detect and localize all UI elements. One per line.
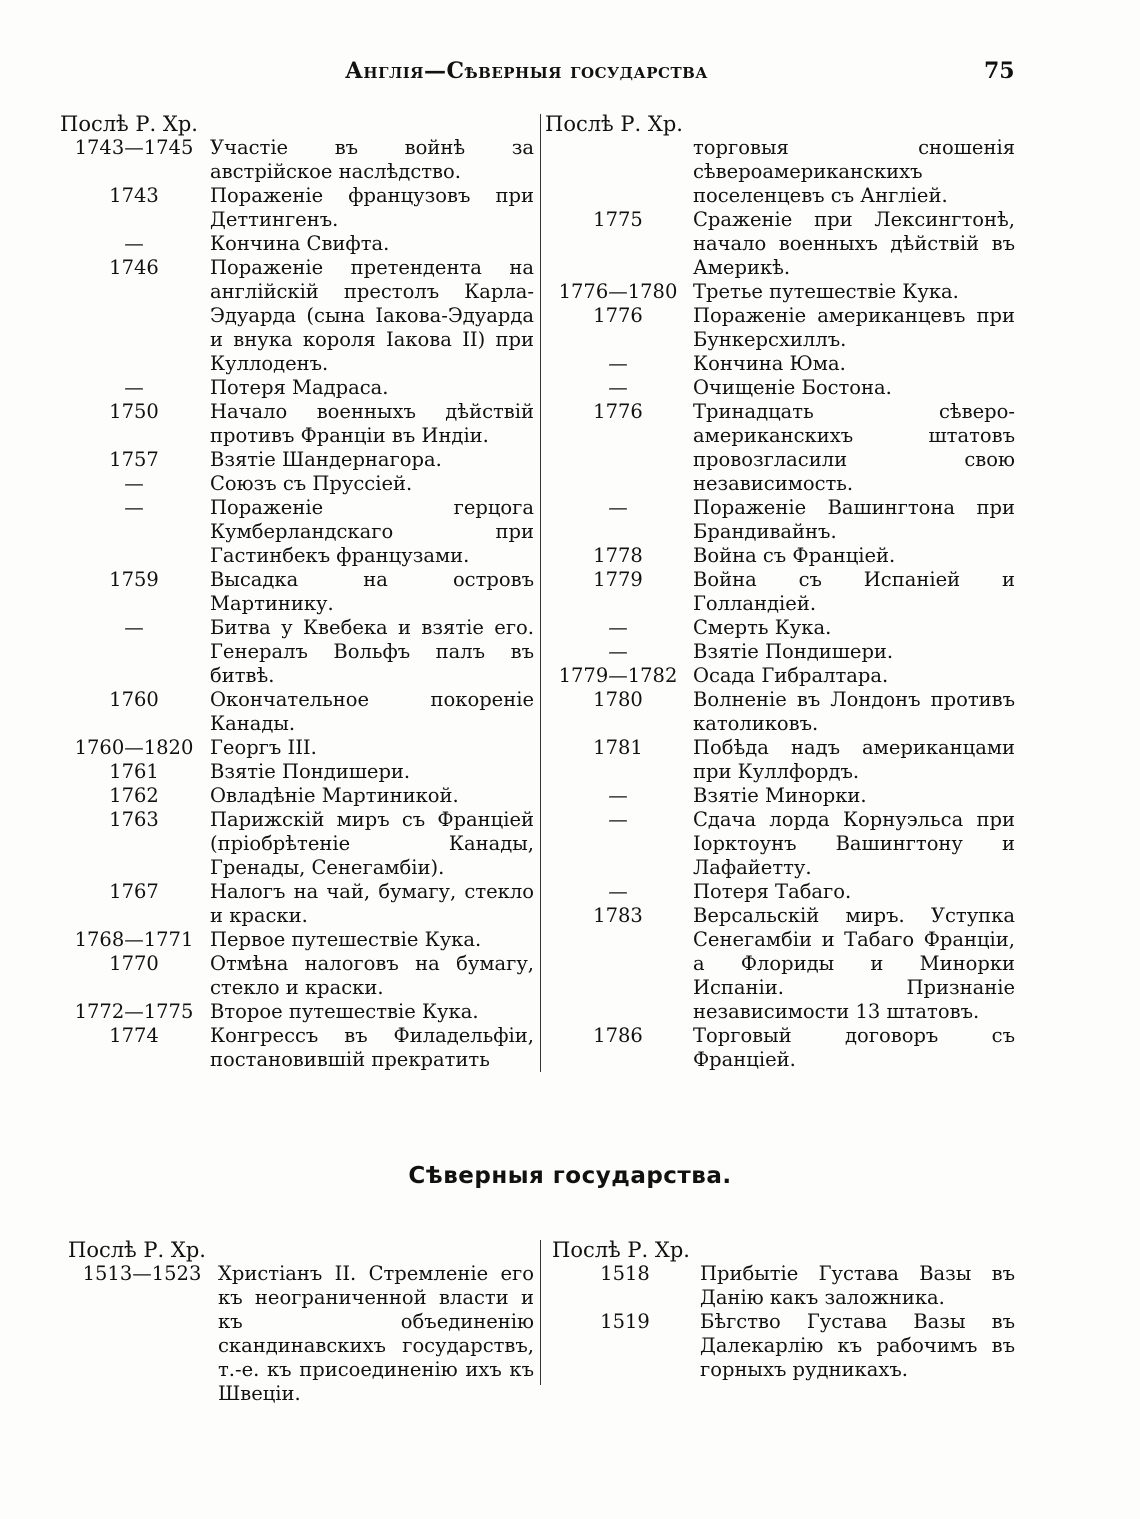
entry-date: 1768—1771 [74,928,194,951]
entry-text: Волненіе въ Лондонъ противъ католиковъ. [693,688,1015,735]
right-entries-north [552,1262,1015,1382]
right-column-header-north: Послѣ Р. Хр. [552,1238,690,1262]
entry-date: 1743 [109,184,159,207]
chronology-entry [545,496,1015,544]
entry-text: Смерть Кука. [693,616,832,639]
entry-date: 1779—1782 [558,664,678,687]
entry-date: — [608,808,628,831]
section-title: Сѣверныя государства. [408,1163,732,1189]
chronology-entry [60,232,534,256]
entry-date: — [124,472,144,495]
chronology-section-england [0,112,1140,1077]
chronology-entry [545,616,1015,640]
entry-text: Битва у Квебека и взятіе его. Генералъ Вольфъ палъ въ битвѣ. [210,616,534,687]
chronology-entry [545,688,1015,736]
entry-date: 1786 [593,1024,643,1047]
entry-date: 1774 [109,1024,159,1047]
entry-text: Отмѣна налоговъ на бумагу, стекло и краски. [210,952,534,999]
left-column [60,112,534,1072]
entry-date: 1762 [109,784,159,807]
entry-date: 1518 [600,1262,650,1285]
chronology-entry [60,472,534,496]
chronology-entry [60,688,534,736]
entry-text: Пораженіе герцога Кумберландскаго при Гастинбекъ французами. [210,496,534,567]
chronology-entry [552,1310,1015,1382]
chronology-entry [60,496,534,568]
entry-date: 1743—1745 [74,136,194,159]
left-column-north [68,1238,534,1406]
entry-date: 1519 [600,1310,650,1333]
entry-text: Кончина Свифта. [210,232,390,255]
entry-text: Союзъ съ Пруссіей. [210,472,413,495]
entry-date: — [608,496,628,519]
entry-date: 1776—1780 [558,280,678,303]
chronology-entry [545,376,1015,400]
entry-text: Пораженіе Вашингтона при Брандивайнъ. [693,496,1015,543]
entry-text: Версальскій миръ. Уступка Сенегамбіи и Табаго Франціи, а Флориды и Минорки Испаніи. Признаніе независимости 13 штатовъ. [693,904,1015,1023]
chronology-entry [545,568,1015,616]
entry-date: 1761 [109,760,159,783]
entry-date: 1780 [593,688,643,711]
entry-date: — [124,496,144,519]
entry-date: — [124,376,144,399]
entry-date: 1783 [593,904,643,927]
entry-text: Взятіе Пондишери. [693,640,894,663]
chronology-entry [60,880,534,928]
entry-date: — [608,640,628,663]
right-entries [545,136,1015,1072]
chronology-entry [545,664,1015,688]
entry-date: — [124,616,144,639]
entry-text: Потеря Табаго. [693,880,852,903]
entry-date: — [608,616,628,639]
entry-text: Христіанъ II. Стремленіе его къ неограниченной власти и къ объединенію скандинавскихъ государствъ, т.-е. къ присоединенію ихъ къ Швеціи. [218,1262,534,1405]
entry-text: Побѣда надъ американцами при Куллфордъ. [693,736,1015,783]
entry-text: Сдача лорда Корнуэльса при Іорктоунъ Вашингтону и Лафайетту. [693,808,1015,879]
entry-date: 1775 [593,208,643,231]
entry-date: 1513—1523 [82,1262,202,1285]
entry-text: Бѣгство Густава Вазы въ Далекарлію къ рабочимъ въ горныхъ рудникахъ. [700,1310,1015,1381]
chronology-entry [545,304,1015,352]
entry-date: 1776 [593,304,643,327]
page-number: 75 [984,58,1015,84]
chronology-entry [60,1024,534,1072]
entry-date: 1757 [109,448,159,471]
chronology-entry [60,568,534,616]
left-column-header-north: Послѣ Р. Хр. [68,1238,206,1262]
chronology-entry [545,136,1015,208]
column-divider-north [540,1240,541,1385]
chronology-section-north [0,1238,1140,1405]
entry-text: Пораженіе претендента на англійскій престолъ Карла-Эдуарда (сына Іакова-Эдуарда и внука короля Іакова II) при Куллоденъ. [210,256,534,375]
chronology-entry [545,1024,1015,1072]
entry-text: Георгъ III. [210,736,317,759]
entry-text: Очищеніе Бостона. [693,376,892,399]
entry-date: 1767 [109,880,159,903]
entry-date: 1778 [593,544,643,567]
entry-date: — [124,232,144,255]
entry-text: Война съ Испаніей и Голландіей. [693,568,1015,615]
chronology-entry [545,400,1015,496]
chronology-entry [545,640,1015,664]
entry-text: Овладѣніе Мартиникой. [210,784,459,807]
entry-text: Кончина Юма. [693,352,846,375]
entry-date: — [608,352,628,375]
chronology-entry [545,352,1015,376]
column-divider [540,114,541,1072]
entry-text: Высадка на островъ Мартинику. [210,568,534,615]
chronology-entry [60,1000,534,1024]
chronology-entry [545,880,1015,904]
entry-text: Прибытіе Густава Вазы въ Данію какъ заложника. [700,1262,1015,1309]
entry-text: Сраженіе при Лексингтонѣ, начало военныхъ дѣйствій въ Америкѣ. [693,208,1015,279]
entry-text: Второе путешествіе Кука. [210,1000,479,1023]
entry-date: 1750 [109,400,159,423]
entry-date: — [608,880,628,903]
entry-date: 1779 [593,568,643,591]
entry-text: Осада Гибралтара. [693,664,889,687]
entry-date: 1746 [109,256,159,279]
entry-date: 1772—1775 [74,1000,194,1023]
chronology-entry [60,928,534,952]
entry-text: Потеря Мадраса. [210,376,389,399]
chronology-entry [60,256,534,376]
running-title: Англія—Сѣверныя государства [345,58,709,84]
entry-text: Взятіе Пондишери. [210,760,411,783]
entry-text: Первое путешествіе Кука. [210,928,482,951]
entry-text: Третье путешествіе Кука. [693,280,959,303]
chronology-entry [545,544,1015,568]
entry-date: — [608,784,628,807]
left-entries-north [68,1262,534,1406]
entry-text: Торговый договоръ съ Франціей. [693,1024,1015,1071]
chronology-entry [60,448,534,472]
chronology-entry [545,808,1015,880]
chronology-entry [545,904,1015,1024]
chronology-entry [60,760,534,784]
entry-date: 1770 [109,952,159,975]
chronology-entry [545,280,1015,304]
entry-date: — [608,376,628,399]
chronology-entry [60,136,534,184]
chronology-entry [60,376,534,400]
entry-text: Окончательное покореніе Канады. [210,688,534,735]
entry-text: Пораженіе американцевъ при Бункерсхиллъ. [693,304,1015,351]
entry-date: 1781 [593,736,643,759]
chronology-entry [60,184,534,232]
entry-text: Парижскій миръ съ Франціей (пріобрѣтеніе Канады, Гренады, Сенегамбіи). [210,808,534,879]
left-entries [60,136,534,1072]
entry-text: Пораженіе французовъ при Деттингенъ. [210,184,534,231]
right-column-header: Послѣ Р. Хр. [545,112,683,136]
entry-text: Взятіе Минорки. [693,784,867,807]
chronology-entry [60,808,534,880]
entry-text: торговыя сношенія сѣвероамериканскихъ поселенцевъ съ Англіей. [693,136,1015,207]
chronology-entry [60,784,534,808]
chronology-entry [60,952,534,1000]
chronology-entry [60,400,534,448]
entry-text: Налогъ на чай, бумагу, стекло и краски. [210,880,534,927]
chronology-entry [60,616,534,688]
entry-date [545,136,691,208]
entry-date: 1776 [593,400,643,423]
entry-text: Участіе въ войнѣ за австрійское наслѣдство. [210,136,534,183]
chronology-entry [545,784,1015,808]
chronology-entry [552,1262,1015,1310]
entry-text: Взятіе Шандернагора. [210,448,442,471]
entry-text: Начало военныхъ дѣйствій противъ Франціи въ Индіи. [210,400,534,447]
left-column-header: Послѣ Р. Хр. [60,112,198,136]
entry-text: Конгрессъ въ Филадельфіи, постановившій прекратить [210,1024,534,1071]
entry-text: Тринадцать сѣверо-американскихъ штатовъ провозгласили свою независимость. [693,400,1015,495]
right-column-north [552,1238,1015,1382]
running-head [0,58,1140,88]
right-column [545,112,1015,1072]
entry-text: Война съ Франціей. [693,544,896,567]
chronology-entry [545,736,1015,784]
chronology-entry [60,736,534,760]
entry-date: 1760 [109,688,159,711]
entry-date: 1759 [109,568,159,591]
chronology-entry [68,1262,534,1406]
entry-date: 1763 [109,808,159,831]
entry-date: 1760—1820 [74,736,194,759]
chronology-entry [545,208,1015,280]
